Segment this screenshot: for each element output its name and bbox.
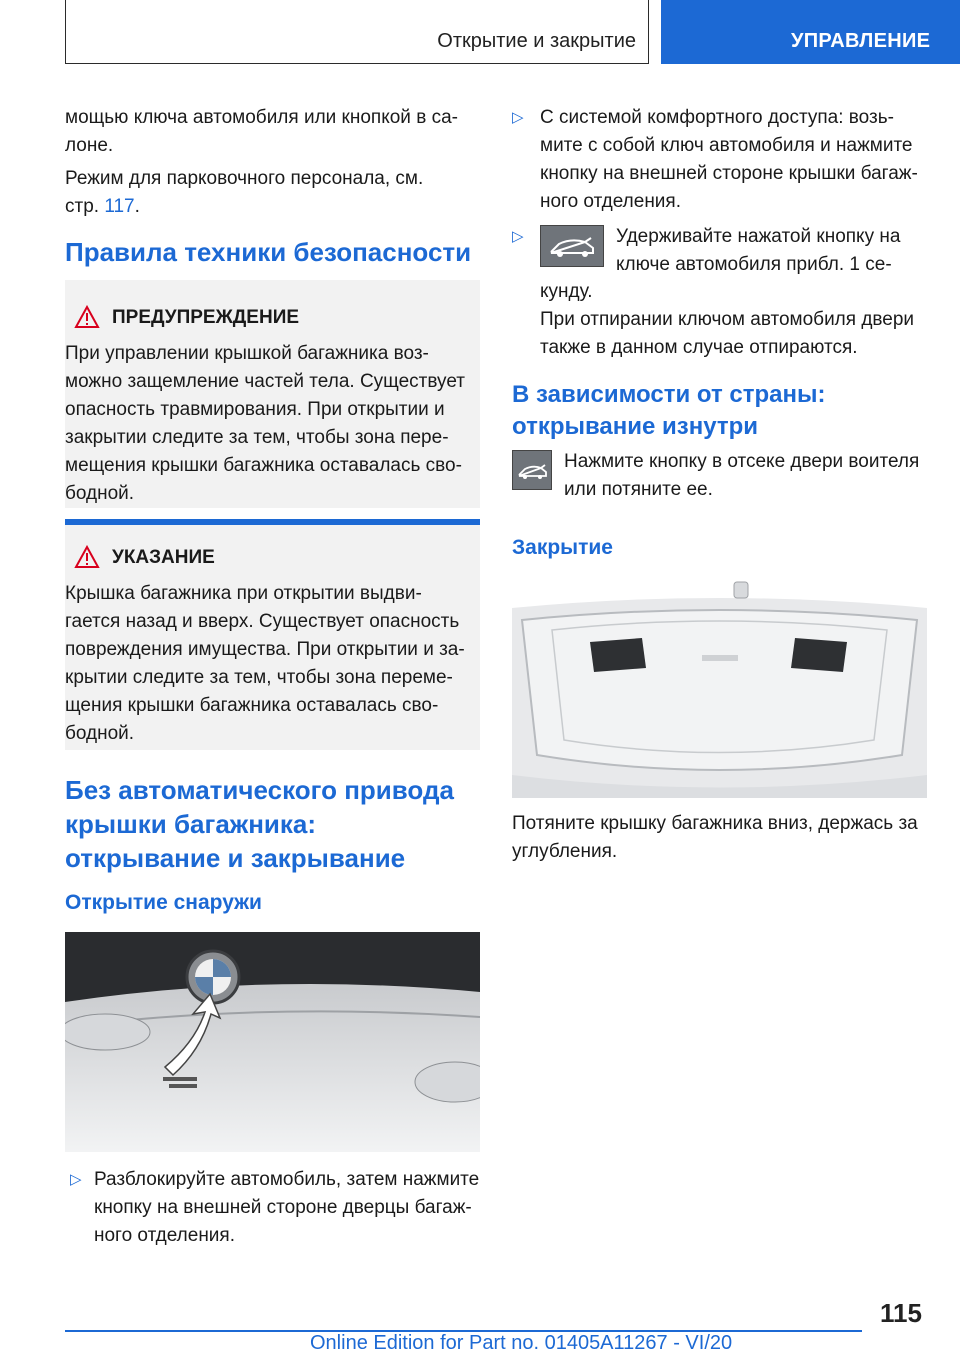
text-line: С системой комфортного доступа: возь- (540, 107, 894, 128)
header-chapter-title: УПРАВЛЕНИЕ (791, 30, 931, 52)
bullet-comfort-access-text (540, 104, 918, 216)
key-unlock-doors-text (540, 306, 914, 362)
header-section-tab (65, 0, 649, 64)
closing-text (512, 810, 918, 866)
text-line: крытии следите за тем, чтобы зона переме- (65, 667, 453, 688)
text-line: мощью ключа автомобиля или кнопкой в са- (65, 107, 458, 128)
bullet-marker: ▷ (512, 109, 524, 126)
text-line: также в данном случае отпираются. (540, 337, 858, 358)
driver-door-trunk-button-icon (512, 450, 552, 490)
inside-button-text (564, 448, 919, 504)
text-line: щения крышки багажника оставалась сво- (65, 695, 439, 716)
text-line: При отпирании ключом автомобиля двери (540, 309, 915, 330)
text-line: опасность травмирования. При открытии и (65, 399, 445, 420)
text-line: ного отделения. (94, 1225, 235, 1246)
text-line: ного отделения. (540, 191, 681, 212)
intro-paragraph (65, 104, 458, 160)
text-line: закрытии следите за тем, чтобы зона пере- (65, 427, 449, 448)
text-line: Нажмите кнопку в отсеке двери воителя (564, 451, 920, 472)
text-line: повреждения имущества. При открытии и за- (65, 639, 465, 660)
text-line: углубления. (512, 841, 618, 862)
text-line: гается назад и вверх. Существует опасность (65, 611, 460, 632)
heading-country-inside (512, 379, 825, 443)
bullet-key-button-text-cont: кунду. (540, 281, 593, 302)
text-line: кнопку на внешней стороне дверцы багаж- (94, 1197, 472, 1218)
text-line: мещения крышки багажника оставалась сво- (65, 455, 462, 476)
footer-edition: Online Edition for Part no. 01405A11267 - VI/20 (310, 1332, 733, 1354)
bullet-marker: ▷ (512, 228, 524, 245)
heading-line: открывание изнутри (512, 413, 759, 440)
note-text (65, 580, 465, 748)
bullet-key-button-text (616, 223, 900, 279)
heading-line: Без автоматического привода (65, 775, 454, 805)
warning-title: ПРЕДУПРЕЖДЕНИЕ (112, 307, 300, 328)
notice-triangle-icon (74, 545, 100, 569)
trunk-lid-inside-image (512, 580, 927, 798)
valet-mode-paragraph (65, 165, 423, 221)
bullet-marker: ▷ (70, 1171, 82, 1188)
trunk-exterior-image (65, 932, 480, 1152)
header-chapter-tab (661, 0, 960, 64)
text-line: ключе автомобиля прибл. 1 се- (616, 254, 892, 275)
text-line: Потяните крышку багажника вниз, держась за (512, 813, 918, 834)
text-line: стр. (65, 196, 105, 217)
text-line: мите с собой ключ автомобиля и нажмите (540, 135, 913, 156)
text-line: лоне. (65, 135, 114, 156)
heading-line: В зависимости от страны: (512, 381, 826, 408)
heading-open-outside: Открытие снаружи (65, 891, 262, 914)
text-line: или потяните ее. (564, 479, 713, 500)
text-line: При управлении крышкой багажника воз- (65, 343, 429, 364)
header-section-title: Открытие и закрытие (437, 30, 636, 52)
heading-manual-operation (65, 773, 454, 875)
text-line: Удерживайте нажатой кнопку на (616, 226, 901, 247)
text-line: Разблокируйте автомобиль, затем нажмите (94, 1169, 480, 1190)
text-line: Режим для парковочного персонала, см. (65, 168, 424, 189)
heading-line: открывание и закрывание (65, 843, 406, 873)
warning-triangle-icon (74, 305, 100, 329)
text-line: кнопку на внешней стороне крышки багаж- (540, 163, 918, 184)
heading-safety: Правила техники безопасности (65, 237, 472, 267)
bullet-unlock-text (94, 1166, 479, 1250)
key-trunk-button-icon (540, 225, 604, 267)
heading-line: крышки багажника: (65, 809, 317, 839)
warning-text (65, 340, 465, 508)
text-line: . (134, 196, 140, 217)
text-line: бодной. (65, 483, 135, 504)
text-line: можно защемление частей тела. Существует (65, 371, 465, 392)
page-number: 115 (880, 1298, 922, 1328)
note-title: УКАЗАНИЕ (112, 547, 215, 568)
text-line: Крышка багажника при открытии выдви- (65, 583, 422, 604)
text-line: бодной. (65, 723, 135, 744)
page-reference-link[interactable]: 117 (104, 196, 135, 217)
heading-closing: Закрытие (512, 536, 613, 559)
